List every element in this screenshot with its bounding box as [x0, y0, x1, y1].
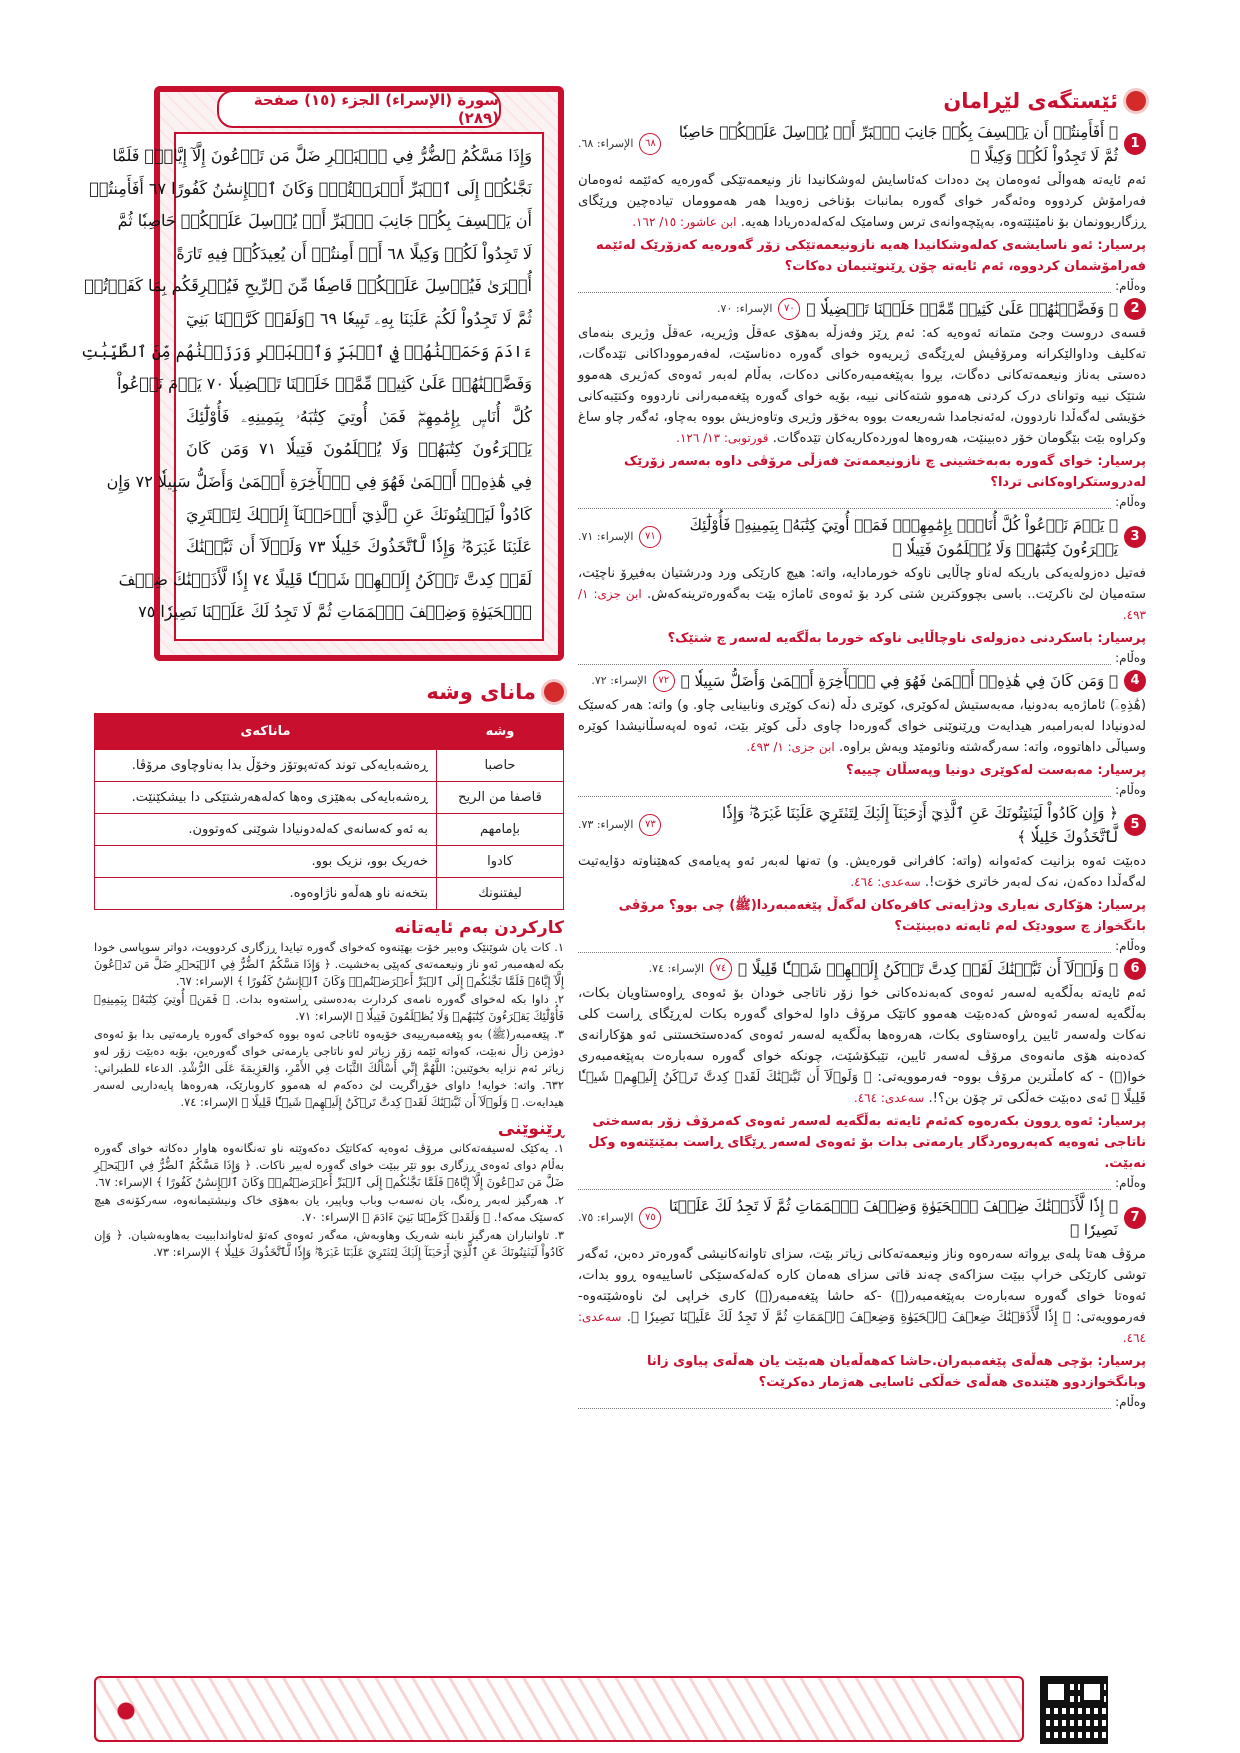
- quran-line: لَقَدۡ كِدتَّ تَرۡكَنُ إِلَيۡهِمۡ شَيۡـٔٗا قَلِيلًا ٧٤ إِذٗا لَّأَذَقۡنَٰكَ ضِعۡفَ: [118, 569, 532, 589]
- tafsir-item: [578, 669, 1146, 797]
- ayah-line: [578, 801, 1146, 849]
- vocab-row: [95, 814, 564, 846]
- source-citation: سەعدی: ٤٦٤.: [850, 875, 921, 889]
- answer-label: وەڵام:: [1115, 783, 1146, 797]
- quran-line: كُلَّ أُنَاسِۭ بِإِمَٰمِهِمۡۖ فَمَنۡ أُوتِيَ كِتَٰبَهُۥ بِيَمِينِهِۦ فَأُوْلَٰٓئِكَ: [186, 406, 532, 426]
- ayah-text: ﴿ وَإِن كَادُواْ لَيَفۡتِنُونَكَ عَنِ ٱلَّذِيٓ أَوۡحَيۡنَآ إِلَيۡكَ لِتَفۡتَرِيَ عَلَيۡنَا غَيۡرَهُۥۖ وَإِذٗا لَّٱتَّخَذُوكَ خَلِيلٗا ﴾: [721, 804, 1118, 846]
- vocab-word: قاصفا من الريح: [437, 782, 564, 814]
- answer-field[interactable]: [578, 783, 1146, 797]
- decorative-footer-border: [94, 1676, 1024, 1742]
- explanation-body: (هَٰذِهِۦٓ) ئاماژەیە بەدونیا، مەبەستیش لەکوێری، کوێری دڵە (نەک کوێری ونابینایی چاو. و) واتە: هەر کەسێک لەدونیادا لەبەرامبەر هیدایەت وڕێنوێنی خوای گەورەدا چاوی دڵی کوێر بێت، ئەوە لەپەسڵانیشدا کوێرە وسیاڵی داهاتووە، واتە: سەرگەشتە ونائومێد ویەش براوە.: [578, 698, 1146, 755]
- ayah-line: [578, 957, 1146, 981]
- guidance-bullet: ١. یەکێک لەسیفەتەکانی مرۆڤ ئەوەیە کەکاتێک دەکەوێتە ناو تەنگانەوە هاوار دەکاتە خوای گەورە بەڵام دوای ئەوەی ڕزگاری بوو تێر ببێت خوای گەورە لەبیر ناکات. ﴿ وَإِذَا مَسَّكُمُ ٱلضُّرُّ فِي ٱلۡبَحۡرِ ضَلَّ مَن تَدۡعُونَ إِلَّآ إِيَّاهُۖ فَلَمَّا نَجَّىٰكُمۡ إِلَى ٱلۡبَرِّ أَعۡرَضۡتُمۡۚ وَكَانَ ٱلۡإِنسَٰنُ كَفُورًا ﴾ الإسراء: ٦٧.: [94, 1141, 564, 1189]
- tafsir-header: [578, 86, 1146, 116]
- vocab-word: ليفتنونك: [437, 878, 564, 910]
- vocab-word: بإمامهم: [437, 814, 564, 846]
- guidance-title: ڕێنوێنی: [497, 1119, 564, 1139]
- quran-line: لَا تَجِدُواْ لَكُمۡ وَكِيلًا ٦٨ أَمۡ أَمِنتُمۡ أَن يُعِيدَكُمۡ فِيهِ تَارَةً: [176, 243, 532, 263]
- explanation-body: دەبێت ئەوە بزانیت کەئەوانە (واتە: کافرانی قورەیش. و) تەنها لەبەر ئەو پەیامەی کەهێناوتە دۆایەتیت لەگەڵدا دەکەن، نەک لەبەر خاتری خۆت!.: [578, 854, 1146, 890]
- work-bullet: ١. کات یان شوێنێک وەبیر خۆت بهێنەوە کەخوای گەورە تیایدا ڕزگاری کردوویت، دواتر سوپاسی خودا بکە لەهەمبەر ئەو ناز ونیعمەتەی کەپێی بەخشیت. ﴿ وَإِذَا مَسَّكُمُ ٱلضُّرُّ فِي ٱلۡبَحۡرِ ضَلَّ مَن تَدۡعُونَ إِلَّآ إِيَّاهُۖ فَلَمَّا نَجَّىٰكُمۡ إِلَى ٱلۡبَرِّ أَعۡرَضۡتُمۡۚ وَكَانَ ٱلۡإِنسَٰنُ كَفُورًا ﴾ الإسراء: ٦٧.: [94, 940, 564, 988]
- rosette-icon: [544, 682, 564, 702]
- tafsir-item: [578, 957, 1146, 1190]
- explanation-body: ئەم ئایەتە هەواڵی ئەوەمان پێ دەدات کەئاسایش لەوشکانیدا ناز ونیعمەتێکی گەورەیە کەئێمە ئەوەمان فەرامۆش کردووە وەئەگەر خوای گەورە بمانبات بۆناخی زەویدا هەر هەمووماں تیادەچین وڕێگای ڕزگاربوونمان بۆ نامێنێتەوە، بەپێچەوانەی ترس وسامێک لەکەلەدەریادا هەیە.: [578, 173, 1146, 230]
- question-text: پرسیار: ئەو ناسایشەی کەلەوشکانیدا هەیە نازونیعمەتێکی زۆر گەورەیە کەزۆرێک لەئێمە فەرامۆشمان کردووە، ئەم ئایەتە چۆن ڕێنوێنیمان دەکات؟: [596, 238, 1146, 274]
- tafsir-item: [578, 297, 1146, 509]
- ayah-text: ﴿ إِذٗا لَّأَذَقۡنَٰكَ ضِعۡفَ ٱلۡحَيَوٰةِ وَضِعۡفَ ٱلۡمَمَاتِ ثُمَّ لَا تَجِدُ لَكَ عَلَيۡنَا نَصِيرٗا ﴾: [668, 1197, 1118, 1239]
- answer-line[interactable]: [578, 280, 1111, 293]
- quran-line: ثُمَّ لَا تَجِدُواْ لَكُمۡ عَلَيۡنَا بِهِۦ تَبِيعٗا ٦٩ ۞وَلَقَدۡ كَرَّمۡنَا بَنِيٓ: [186, 308, 533, 328]
- question-text: پرسیار: بۆچی هەڵەی پێغەمبەران.حاشا کەهەڵەیان هەبێت یان هەڵەی پیاوی زانا وبانگخوازدوو هێندەی هەڵەی خەڵکی ئاسایی هەژمار دەکرێت؟: [646, 1354, 1146, 1390]
- vocab-header: [94, 677, 564, 707]
- vocab-row: [95, 846, 564, 878]
- ayah-number-badge: 5: [1124, 814, 1146, 836]
- left-column: [81, 86, 564, 1262]
- ayah-reference: الإسراء: ٧٥.: [578, 1211, 634, 1224]
- ayah-reference: الإسراء: ٧١.: [578, 530, 634, 543]
- quran-line: وَإِذَا مَسَّكُمُ ٱلضُّرُّ فِي ٱلۡبَحۡرِ ضَلَّ مَن تَدۡعُونَ إِلَّآ إِيَّاهُۖ فَلَمَّا: [112, 146, 532, 165]
- answer-line[interactable]: [578, 1396, 1111, 1409]
- vocab-head-word: وشە: [437, 714, 564, 750]
- quran-line: ءَادَمَ وَحَمَلۡنَٰهُمۡ فِي ٱلۡبَرِّ وَٱلۡبَحۡرِ وَرَزَقۡنَٰهُم مِّنَ ٱلطَّيِّبَٰتِ: [81, 341, 532, 361]
- answer-field[interactable]: [578, 939, 1146, 953]
- ayah-number-badge: 4: [1124, 670, 1146, 692]
- explanation-text: [578, 851, 1146, 893]
- vocab-meaning: بتخەنە ناو هەڵەو ناژاوەوە.: [95, 878, 437, 910]
- guidance-bullet: ٢. هەرگیز لەبەر ڕەنگ، یان نەسەب وباب وباپیر، یان بەهۆی خاک ونیشتیمانەوە، سەرکۆنەی هیچ کەسێک مەکە!. ﴿ وَلَقَدۡ كَرَّمۡنَا بَنِيٓ ءَادَمَ ﴾ الإسراء: ٧٠.: [94, 1193, 564, 1224]
- answer-label: وەڵام:: [1115, 939, 1146, 953]
- vocab-meaning: ڕەشەبایەکی توند کەتەپوتۆز وخۆڵ بدا بەناوچاوی مرۆڤا.: [95, 750, 437, 782]
- ayah-number-badge: 6: [1124, 958, 1146, 980]
- ayah-text: ﴿ وَفَضَّلۡنَٰهُمۡ عَلَىٰ كَثِيرٖ مِّمَّنۡ خَلَقۡنَا تَفۡضِيلٗا ﴾: [806, 300, 1118, 318]
- answer-label: وەڵام:: [1115, 1176, 1146, 1190]
- tafsir-item: [578, 801, 1146, 953]
- source-citation: ابن عاشور: ١٥/ ١٦٢.: [632, 215, 737, 229]
- answer-label: وەڵام:: [1115, 279, 1146, 293]
- work-bullet: ٢. داوا بکە لەخوای گەورە نامەی کردارت بەدەستی ڕاستەوە بدات. ﴿ فَمَنۡ أُوتِيَ كِتَٰبَهُۥ بِيَمِينِهِۦ فَأُوْلَٰٓئِكَ يَقۡرَءُونَ كِتَٰبَهُمۡ وَلَا يُظۡلَمُونَ فَتِيلٗا ﴾ الإسراء: ٧١.: [94, 992, 564, 1023]
- tafsir-items: [578, 120, 1146, 1409]
- guidance-list: [94, 1140, 564, 1261]
- vocab-meaning: ڕەشەبایەکی بەهێزی وەها کەلەهەرشتێکی دا بیشکێنێت.: [95, 782, 437, 814]
- vocab-word: حاصبا: [437, 750, 564, 782]
- quran-line: أَن يَخۡسِفَ بِكُمۡ جَانِبَ ٱلۡبَرِّ أَوۡ يُرۡسِلَ عَلَيۡكُمۡ حَاصِبٗا ثُمَّ: [117, 211, 532, 231]
- ayah-end-marker: ٧٢: [653, 670, 675, 692]
- ayah-text: ﴿ أَفَأَمِنتُمۡ أَن يَخۡسِفَ بِكُمۡ جَانِبَ ٱلۡبَرِّ أَوۡ يُرۡسِلَ عَلَيۡكُمۡ حَاصِبٗا ثُمَّ لَا تَجِدُواْ لَكُمۡ وَكِيلًا ﴾: [678, 123, 1118, 165]
- surah-banner: سورة (الإسراء) الجزء (١٥) صفحة (٢٨٩): [217, 90, 501, 128]
- tafsir-column: [578, 86, 1146, 1666]
- answer-line[interactable]: [578, 784, 1111, 797]
- vocab-meaning: بە ئەو کەسانەی کەلەدونیادا شوێنی کەوتوون.: [95, 814, 437, 846]
- ayah-line: [578, 297, 1146, 321]
- explanation-text: [578, 563, 1146, 626]
- answer-label: وەڵام:: [1115, 1395, 1146, 1409]
- ayah-number-badge: 7: [1124, 1207, 1146, 1229]
- quran-line: نَجَّىٰكُمۡ إِلَى ٱلۡبَرِّ أَعۡرَضۡتُمۡۚ وَكَانَ ٱلۡإِنسَٰنُ كَفُورًا ٦٧ أَفَأَمِنتُمۡ: [89, 178, 532, 198]
- question-text: پرسیار: هۆکاری نەیاری ودژایەتی کافرەکان لەگەڵ پێغەمبەردا(ﷺ) چی بوو؟ مرۆڤی بانگخواز چ سوودێک لەم ئایەتە دەبینێت؟: [618, 898, 1146, 934]
- explanation-text: [578, 983, 1146, 1109]
- ayah-end-marker: ٧١: [639, 526, 661, 548]
- rosette-icon: [1126, 91, 1146, 111]
- quran-line: وَفَضَّلۡنَٰهُمۡ عَلَىٰ كَثِيرٖ مِّمَّنۡ خَلَقۡنَا تَفۡضِيلٗا ٧٠ يَوۡمَ نَدۡعُواْ: [117, 374, 532, 394]
- source-citation: قورتوبی: ١٣/ ١٢٦.: [676, 431, 769, 445]
- ayah-reference: الإسراء: ٧٣.: [578, 818, 634, 831]
- work-bullet: ٣. پێغەمبەر(ﷺ) بەو پێغەمبەرییەی خۆیەوە ئاتاجی ئەوە بووە کەخوای گەورە یارمەتیی بدا بۆ ئەوەی دوژمن زاڵ نەبێت، کەواتە ئێمە زۆر زیاتر لەو ناتاجی یارمەتی خوای گەورەین، بۆیە دەبێت زۆر لەو زیاتر ئەم نزایە بخوێنین: اللَّهُمَّ إِنِّي أَسْأَلُكَ الثَّبَاتَ فِي الأَمْرِ، وَالعَزِيمَةَ عَلَى الرُّشْدِ. الدعاء للطبراني: ٦٣٢. واتە: خوایە! داوای خۆڕاگریت لێ دەکەم لە هەموو کاروبارێک، هەروەها پایەداریی لەسەر هیدایەت. ﴿ وَلَوۡلَآ أَن ثَبَّتۡنَٰكَ لَقَدۡ كِدتَّ تَرۡكَنُ إِلَيۡهِمۡ شَيۡـٔٗا قَلِيلًا ﴾ الإسراء: ٧٤.: [94, 1027, 564, 1109]
- answer-label: وەڵام:: [1115, 651, 1146, 665]
- answer-line[interactable]: [578, 652, 1111, 665]
- vocab-table: [94, 713, 564, 910]
- answer-field[interactable]: [578, 1176, 1146, 1190]
- ayah-end-marker: ٧٥: [639, 1207, 661, 1229]
- vocab-head-meaning: ماناکەی: [95, 714, 437, 750]
- vocab-row: [95, 878, 564, 910]
- guidance-bullet: ٣. تاوانباران هەرگیز نابنە شەریک وهاوبەش، مەگەر ئەوەی کەتۆ لەتاوانداببیت بەهاوبەشیان. ﴿ وَإِن كَادُواْ لَيَفۡتِنُونَكَ عَنِ ٱلَّذِيٓ أَوۡحَيۡنَآ إِلَيۡكَ لِتَفۡتَرِيَ عَلَيۡنَا غَيۡرَهُۥۖ وَإِذٗا لَّٱتَّخَذُوكَ خَلِيلٗا ﴾ الإسراء: ٧٣.: [94, 1228, 564, 1259]
- answer-label: وەڵام:: [1115, 495, 1146, 509]
- answer-line[interactable]: [578, 940, 1111, 953]
- ayah-number-badge: 2: [1124, 298, 1146, 320]
- qr-code-icon[interactable]: [1040, 1676, 1108, 1744]
- ayah-reference: الإسراء: ٧٠.: [717, 302, 773, 315]
- ayah-reference: الإسراء: ٧٤.: [648, 962, 705, 975]
- ayah-line: [578, 513, 1146, 561]
- quran-line: فِي هَٰذِهِۦٓ أَعۡمَىٰ فَهُوَ فِي ٱلۡأٓخِرَةِ أَعۡمَىٰ وَأَضَلُّ سَبِيلٗا ٧٢ وَإِن: [106, 471, 532, 491]
- explanation-text: [578, 1244, 1146, 1349]
- tafsir-item: [578, 513, 1146, 665]
- ayah-line: [578, 669, 1146, 693]
- ayah-text: ﴿ يَوۡمَ نَدۡعُواْ كُلَّ أُنَاسِۭ بِإِمَٰمِهِمۡۖ فَمَنۡ أُوتِيَ كِتَٰبَهُۥ بِيَمِينِهِۦ فَأُوْلَٰٓئِكَ يَقۡرَءُونَ كِتَٰبَهُمۡ وَلَا يُظۡلَمُونَ فَتِيلٗا ﴾: [689, 516, 1118, 558]
- vocab-row: [95, 750, 564, 782]
- explanation-body: مرۆڤ هەتا پلەی بڕواتە سەرەوە وناز ونیعمەتەکانی زیاتر بێت، سزای تاوانەکانیشی گەورەتر دەبن، ئەگەر توشی کارێکی خراپ ببێت سزاکەی چەند قاتی سزای هەمان کارە کەلەکەسێکی ئاساییەوە ڕوو بدات، ئەوەتا خوای گەورە سەبارەت بەپێغەمبەر(ﷺ) -کە حاشا پێغەمبەر(ﷺ) کاری خراپی لێ ناوەشێتەوە- فەرموویەتی: ﴿ إِذٗا لَّأَذَقۡنَٰكَ ضِعۡفَ ٱلۡحَيَوٰةِ وَضِعۡفَ ٱلۡمَمَاتِ ثُمَّ لَا تَجِدُ لَكَ عَلَيۡنَا نَصِيرٗا ﴾.: [578, 1247, 1146, 1325]
- explanation-text: [578, 695, 1146, 758]
- answer-line[interactable]: [578, 496, 1111, 509]
- answer-field[interactable]: [578, 651, 1146, 665]
- quran-line: ٱلۡحَيَوٰةِ وَضِعۡفَ ٱلۡمَمَاتِ ثُمَّ لَا تَجِدُ لَكَ عَلَيۡنَا نَصِيرٗا ٧٥: [138, 602, 532, 622]
- question-text: پرسیار: مەبەست لەکوێری دونیا وپەسڵان چییە؟: [846, 763, 1146, 778]
- quran-line: أُخۡرَىٰ فَيُرۡسِلَ عَلَيۡكُمۡ قَاصِفٗا مِّنَ ٱلرِّيحِ فَيُغۡرِقَكُم بِمَا كَفَرۡتُمۡ: [84, 276, 532, 296]
- answer-field[interactable]: [578, 495, 1146, 509]
- explanation-text: [578, 323, 1146, 449]
- ayah-end-marker: ٧٣: [639, 814, 661, 836]
- ayah-number-badge: 1: [1124, 133, 1146, 155]
- quran-line: عَلَيۡنَا غَيۡرَهُۥۖ وَإِذٗا لَّٱتَّخَذُوكَ خَلِيلٗا ٧٣ وَلَوۡلَآ أَن ثَبَّتۡنَٰكَ: [186, 537, 532, 557]
- ayah-end-marker: ٧٠: [778, 298, 800, 320]
- source-citation: سەعدی: ٤٦٤.: [578, 1310, 1146, 1345]
- ayah-text: ﴿ وَلَوۡلَآ أَن ثَبَّتۡنَٰكَ لَقَدۡ كِدتَّ تَرۡكَنُ إِلَيۡهِمۡ شَيۡـٔٗا قَلِيلًا ﴾: [738, 960, 1118, 978]
- work-list: [94, 939, 564, 1111]
- ayah-reference: الإسراء: ٧٢.: [591, 674, 647, 687]
- tafsir-item: [578, 120, 1146, 293]
- ayah-reference: الإسراء: ٦٨.: [578, 137, 634, 150]
- ayah-number-badge: 3: [1124, 526, 1146, 548]
- explanation-body: قسەی دروست وجێ متمانە ئەوەیە کە: ئەم ڕێز وفەزڵە بەهۆی عەقڵ وژیریە، عەقڵ وژیری بنەمای تەکلیف وداوالێکرانە ومرۆڤیش لەڕێگەی ژیریەوە خوای گەورە دەناسێت، لەفەرمووداکانی تێدەگات، دەستی بەناز ونیعمەتەکانی دەگات، بڕوا بەپێغەمبەرەکانی دەکات، بەڵام لەبەر ئەوەی کەژیری هەموو شتێک نییە وتوانای درک کردنی هەموو شتەکانی نییە، بۆیە خوای گەورە پێغەمبەرانی ناردووە وکتێبەکانی خۆیشی لەگەڵدا ناردوون، لەئەنجامدا شەریعەت بووە بەخۆر وژیری وتاوەزیش بووە بەچاو، ئەگەر چاو ساغ وکراوە بێت بێگومان خۆر دەبینێت، هەروەها لەوردەکاریەکان تێدەگات.: [578, 326, 1146, 446]
- quran-line: كَادُواْ لَيَفۡتِنُونَكَ عَنِ ٱلَّذِيٓ أَوۡحَيۡنَآ إِلَيۡكَ لِتَفۡتَرِيَ: [186, 504, 532, 524]
- vocab-row: [95, 782, 564, 814]
- source-citation: ابن جزی: ١/ ٤٩٣.: [578, 587, 1146, 622]
- mushaf-page: [81, 86, 564, 661]
- ayah-end-marker: ٦٨: [639, 133, 661, 155]
- source-citation: سەعدی: ٤٦٤.: [853, 1091, 925, 1105]
- explanation-body: فەتیل دەزولەیەکی باریکە لەناو چاڵایی ناوکە خورمادایە، واتە: هیچ کارێکی ورد ودرشتیان بەفیڕۆ ناچێت، ستەمیان لێ ناکرێت.. باسی بچووکترین شتی کرد بۆ ئەوەی ئاماژە بێت بەگەورەترینەکەش.: [578, 566, 1146, 602]
- source-citation: ابن جزی: ١/ ٤٩٣.: [746, 740, 835, 754]
- ayah-end-marker: ٧٤: [710, 958, 732, 980]
- explanation-body: ئەم ئایەتە بەڵگەیە لەسەر ئەوەی کەبەندەکانی خوا زۆر ناتاجی خودان بۆ ئەوەی ڕاوەستاویان بکات، بەڵگەیە لەسەر ئەوەش کەدەبێت هەموو کاتێک مرۆڤ داوا لەخوای گەورە بکات لەڕێگای ڕاست کلی نەکات ولەسەر ئایین ڕاوەستاوی بکات، هەروەها بەڵگەیە لەسەر ئەوەی کەدەستخستنی ئەو هۆکارانەی کەدەبنە هۆی مانەوەی مرۆڤ لەسەر ئایین، تێبکۆشێت، چونکە خوای گەورە سەبارەت بەپێغەمبەری خوا(ﷺ) - کە کامڵترین مرۆڤ بووە- فەرموویەتی: ﴿ وَلَوۡلَآ أَن ثَبَّتۡنَٰكَ لَقَدۡ كِدتَّ تَرۡكَنُ إِلَيۡهِمۡ شَيۡـٔٗا قَلِيلًا ﴾ ئەی دەبێت خەڵکی تر چۆن بن؟!.: [578, 986, 1146, 1106]
- question-text: پرسیار: ئەوە ڕوون بکەرەوە کەئەم ئایەتە بەڵگەیە لەسەر ئەوەی کەمرۆڤ زۆر بەسەختی ناتاجی ئەوەیە کەپەروەردگار یارمەتی بدات بۆ ئەوەی لەسەر ڕێگای ڕاست بمێنێتەوە وکل نەبێت.: [588, 1114, 1146, 1171]
- question-text: پرسیار: باسکردنی دەزولەی ناوچاڵایی ناوکە خورما بەڵگەیە لەسەر چ شتێک؟: [667, 631, 1146, 646]
- question-text: پرسیار: خوای گەورە بەبەخشینی چ نازونیعمەتێ فەزڵی مرۆڤی داوە بەسەر زۆرێک لەدروستکراوەکانی تردا؟: [623, 454, 1146, 490]
- answer-field[interactable]: [578, 279, 1146, 293]
- tafsir-title: ئێستگەی لێڕامان: [943, 89, 1118, 113]
- vocab-word: كادوا: [437, 846, 564, 878]
- work-title: کارکردن بەم ئایەتانە: [394, 918, 564, 938]
- explanation-text: [578, 170, 1146, 233]
- vocab-title: مانای وشە: [426, 680, 536, 704]
- tafsir-item: [578, 1194, 1146, 1409]
- quran-line: يَقۡرَءُونَ كِتَٰبَهُمۡ وَلَا يُظۡلَمُونَ فَتِيلٗا ٧١ وَمَن كَانَ: [186, 439, 533, 459]
- ayah-line: [578, 120, 1146, 168]
- ayah-text: ﴿ وَمَن كَانَ فِي هَٰذِهِۦٓ أَعۡمَىٰ فَهُوَ فِي ٱلۡأٓخِرَةِ أَعۡمَىٰ وَأَضَلُّ سَبِيلٗا ﴾: [680, 672, 1118, 690]
- answer-line[interactable]: [578, 1177, 1111, 1190]
- vocab-meaning: خەریک بوو، نزیک بوو.: [95, 846, 437, 878]
- answer-field[interactable]: [578, 1395, 1146, 1409]
- mushaf-text: [81, 132, 544, 641]
- ayah-line: [578, 1194, 1146, 1242]
